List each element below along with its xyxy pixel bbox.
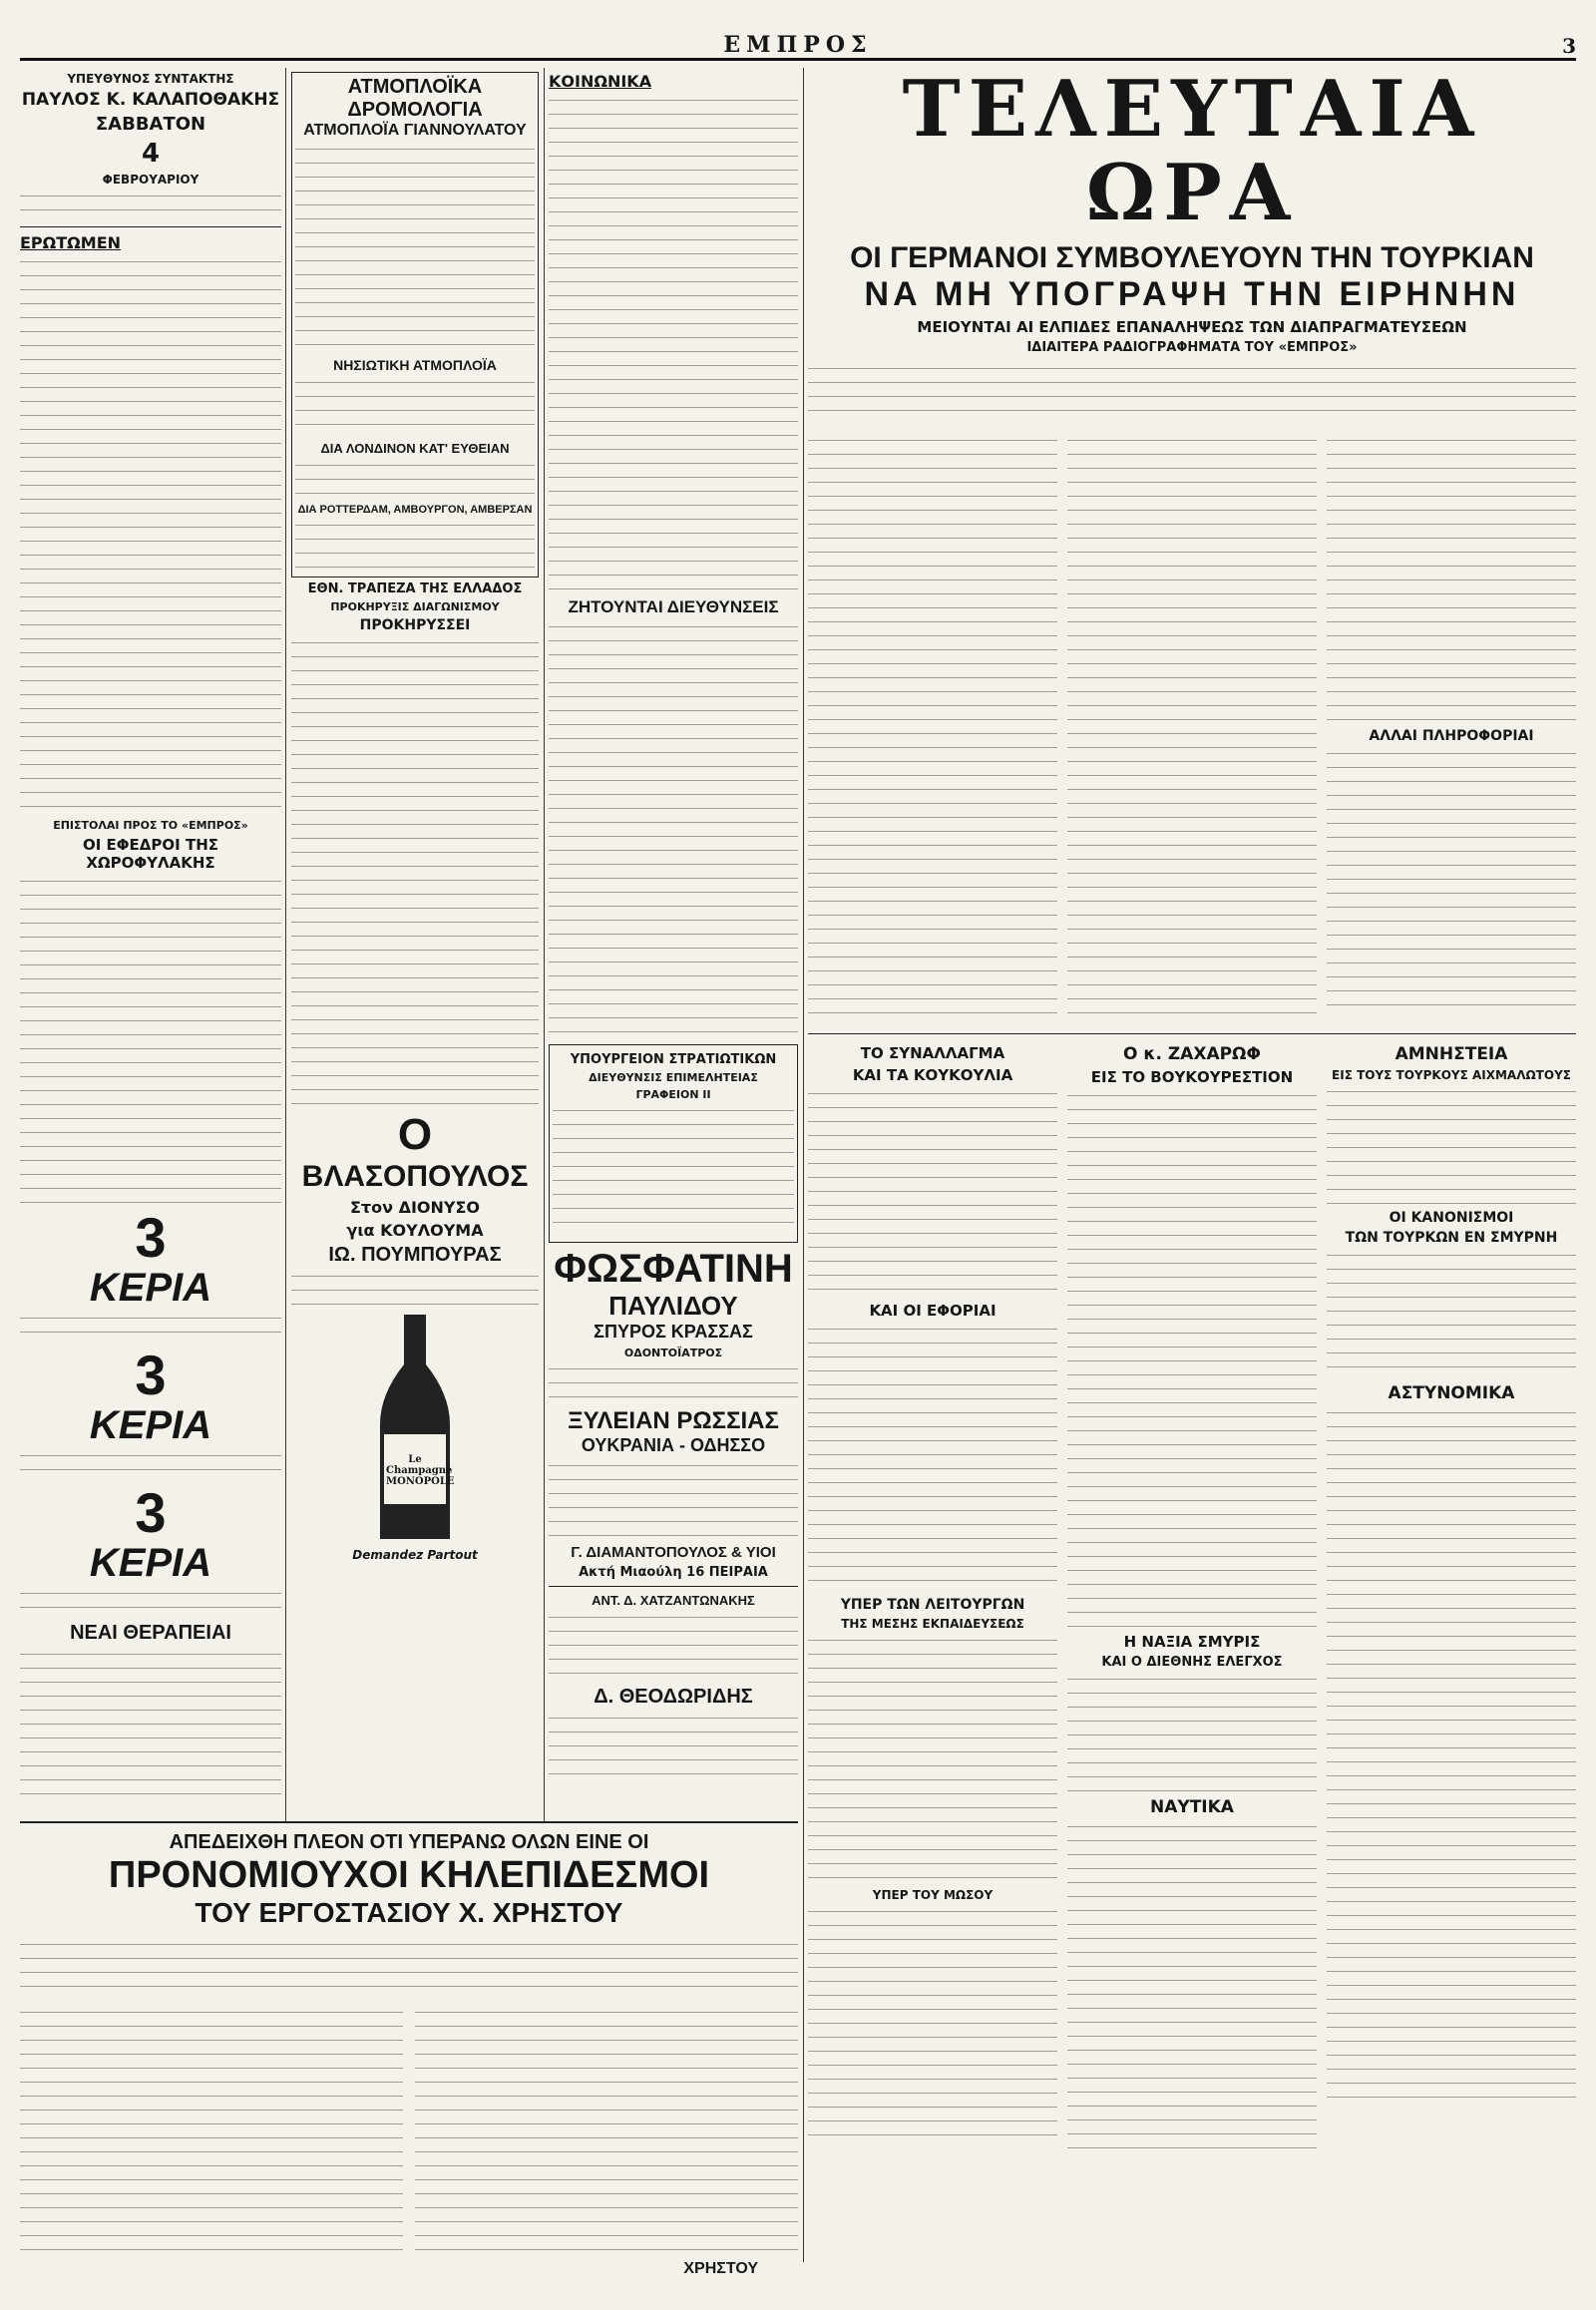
headline-last-hour: ΤΕΛΕΥΤΑΙΑ ΩΡΑ [902, 68, 1482, 238]
article-body [291, 637, 539, 1106]
article-body [20, 256, 281, 815]
editor-name: ΠΑΥΛΟΣ Κ. ΚΑΛΑΠΟΘΑΚΗΣ [21, 90, 280, 110]
newspaper-page [20, 20, 1576, 2277]
section-heading: ΖΗΤΟΥΝΤΑΙ ΔΙΕΥΘΥΝΣΕΙΣ [568, 597, 779, 616]
subheadline: ΙΔΙΑΙΤΕΡΑ ΡΑΔΙΟΓΡΑΦΗΜΑΤΑ ΤΟΥ «ΕΜΠΡΟΣ» [1026, 340, 1358, 355]
issue-month: ΦΕΒΡΟΥΑΡΙΟΥ [102, 173, 200, 187]
article-body [808, 435, 1057, 1023]
column-3: ΚΟΙΝΩΝΙΚΑ ΖΗΤΟΥΝΤΑΙ ΔΙΕΥΘΥΝΣΕΙΣ ΥΠΟΥΡΓΕΙΟΝ ΣΤΡΑΤΙΩΤΙΚΩΝ ΔΙΕΥΘΥΝΣΙΣ ΕΠΙΜΕΛΗΤΕΙΑΣ ΓΡΑΦΕΙΟΝ ΙΙ ΦΩΣΦΑΤΙΝΗ ΠΑΥΛΙΔΟΥ ΣΠΥΡΟΣ ΚΡΑΣΣΑΣ ΟΔΟΝΤΟΪΑΤΡΟΣ ΞΥΛΕΙΑΝ ΡΩΣΣΙΑΣ ΟΥΚΡΑΝΙΑ - ΟΔΗΣΣΟ Γ. ΔΙΑΜΑΝΤΟΠΟΥΛΟΣ & ΥΙΟΙ Ακτή Μιαούλη 16 ΠΕΙΡΑΙΑ ΑΝΤ. Δ. ΧΑΤΖΑΝΤΩΝΑΚΗΣ Δ. ΘΕΟΔΩΡΙΔΗΣ [549, 68, 798, 2262]
headline: ΝΑ ΜΗ ΥΠΟΓΡΑΨΗ ΤΗΝ ΕΙΡΗΝΗΝ [864, 275, 1520, 313]
article-body [20, 876, 281, 1205]
subheadline: ΜΕΙΟΥΝΤΑΙ ΑΙ ΕΛΠΙΔΕΣ ΕΠΑΝΑΛΗΨΕΩΣ ΤΩΝ ΔΙΑΠΡΑΓΜΑΤΕΥΣΕΩΝ [917, 318, 1467, 336]
bottle-label: Le Champagne MONOPOLE [386, 1454, 455, 1487]
issue-date: 4 [141, 139, 161, 169]
issue-day: ΣΑΒΒΑΤΟΝ [95, 114, 206, 135]
section-heading: ΕΠΙΣΤΟΛΑΙ ΠΡΟΣ ΤΟ «ΕΜΠΡΟΣ» [53, 819, 248, 832]
section-heading: ΕΡΩΤΩΜΕΝ [20, 233, 122, 252]
ad-keria: ΚΕΡΙΑ [89, 1403, 212, 1447]
article-title: ΟΙ ΕΦΕΔΡΟΙ ΤΗΣ ΧΩΡΟΦΥΛΑΚΗΣ [83, 836, 218, 872]
right-section: ΤΕΛΕΥΤΑΙΑ ΩΡΑ ΟΙ ΓΕΡΜΑΝΟΙ ΣΥΜΒΟΥΛΕΥΟΥΝ ΤΗΝ ΤΟΥΡΚΙΑΝ ΝΑ ΜΗ ΥΠΟΓΡΑΨΗ ΤΗΝ ΕΙΡΗΝΗΝ ΜΕΙΟΥΝΤΑΙ ΑΙ ΕΛΠΙΔΕΣ ΕΠΑΝΑΛΗΨΕΩΣ ΤΩΝ ΔΙΑΠΡΑΓΜΑΤΕΥΣΕΩΝ ΙΔΙΑΙΤΕΡΑ ΡΑΔΙΟΓΡΑΦΗΜΑΤΑ ΤΟΥ «ΕΜΠΡΟΣ» ΑΛΛΑΙ ΠΛΗΡΟΦΟΡΙΑΙ ΤΟ ΣΥΝΑΛΛΑΓΜΑ ΚΑΙ ΤΑ ΚΟΥΚΟΥΛΙΑ ΚΑΙ ΟΙ ΕΦΟΡΙΑΙ ΥΠΕΡ ΤΩΝ ΛΕΙΤΟΥΡΓΩΝ ΤΗΣ ΜΕΣΗΣ ΕΚΠΑΙΔΕΥΣΕΩΣ ΥΠΕΡ ΤΟΥ ΜΩΣΟΥ Ο κ. ΖΑΧΑΡΩΦ ΕΙΣ ΤΟ ΒΟΥΚΟΥΡΕΣΤΙΟΝ Η ΝΑΞΙΑ ΣΜΥΡΙΣ ΚΑΙ Ο ΔΙΕΘΝΗΣ ΕΛΕΓΧΟΣ ΝΑΥΤΙΚΑ ΑΜΝΗΣΤΕΙΑ ΕΙΣ ΤΟΥΣ ΤΟΥΡΚΟΥΣ ΑΙΧΜΑΛΩΤΟΥΣ ΟΙ ΚΑΝΟΝΙΣΜΟΙ ΤΩΝ ΤΟΥΡΚΩΝ ΕΝ ΣΜΥΡΝΗ ΑΣΤΥΝΟΜΙΚΑ [808, 68, 1576, 2262]
article-body [1067, 435, 1317, 1023]
section-heading: ΚΟΙΝΩΝΙΚΑ [549, 72, 652, 91]
masthead [20, 20, 1576, 61]
section-heading: ΑΤΜΟΠΛΟΪΑ ΓΙΑΝΝΟΥΛΑΤΟΥ [303, 122, 527, 139]
ad-keria: ΚΕΡΙΑ [89, 1541, 212, 1585]
champagne-bottle-illustration [360, 1315, 470, 1544]
page-number: 3 [1562, 34, 1576, 58]
article-body [549, 95, 798, 593]
ad-kilepidesmoi: ΑΠΕΔΕΙΧΘΗ ΠΛΕΟΝ ΟΤΙ ΥΠΕΡΑΝΩ ΟΛΩΝ ΕΙΝΕ ΟΙ ΠΡΟΝΟΜΙΟΥΧΟΙ ΚΗΛΕΠΙΔΕΣΜΟΙ ΤΟΥ ΕΡΓΟΣΤΑΣΙΟΥ Χ. ΧΡΗΣΤΟΥ ΧΡΗΣΤΟΥ [20, 1821, 798, 2262]
column-1: ΥΠΕΥΘΥΝΟΣ ΣΥΝΤΑΚΤΗΣ ΠΑΥΛΟΣ Κ. ΚΑΛΑΠΟΘΑΚΗΣ ΣΑΒΒΑΤΟΝ 4 ΦΕΒΡΟΥΑΡΙΟΥ ΕΡΩΤΩΜΕΝ ΕΠΙΣΤΟΛΑΙ ΠΡΟΣ ΤΟ «ΕΜΠΡΟΣ» ΟΙ ΕΦΕΔΡΟΙ ΤΗΣ ΧΩΡΟΦΥΛΑΚΗΣ 3 ΚΕΡΙΑ 3 ΚΕΡΙΑ 3 ΚΕΡΙΑ ΝΕΑΙ ΘΕΡΑΠΕΙΑΙ [20, 68, 281, 2262]
ad-phosphatine: ΦΩΣΦΑΤΙΝΗ [554, 1247, 793, 1291]
column-rule [803, 68, 804, 2262]
newspaper-name: ΕΜΠΡΟΣ [723, 32, 873, 58]
column-2: ΑΤΜΟΠΛΟΪΚΑ ΔΡΟΜΟΛΟΓΙΑ ΑΤΜΟΠΛΟΪΑ ΓΙΑΝΝΟΥΛΑΤΟΥ ΝΗΣΙΩΤΙΚΗ ΑΤΜΟΠΛΟΪΑ ΔΙΑ ΛΟΝΔΙΝΟΝ ΚΑΤ' ΕΥΘΕΙΑΝ ΔΙΑ ΡΟΤΤΕΡΔΑΜ, ΑΜΒΟΥΡΓΟΝ, ΑΜΒΕΡΣΑΝ ΕΘΝ. ΤΡΑΠΕΖΑ ΤΗΣ ΕΛΛΑΔΟΣ ΠΡΟΚΗΡΥΞΙΣ ΔΙΑΓΩΝΙΣΜΟΥ ΠΡΟΚΗΡΥΣΣΕΙ Ο ΒΛΑΣΟΠΟΥΛΟΣ Στον ΔΙΟΝΥΣΟ για ΚΟΥΛΟΥΜΑ ΙΩ. ΠΟΥΜΠΟΥΡΑΣ Le Champagne MONOPOLE Demandez Partout [291, 68, 539, 2262]
headline: ΟΙ ΓΕΡΜΑΝΟΙ ΣΥΜΒΟΥΛΕΥΟΥΝ ΤΗΝ ΤΟΥΡΚΙΑΝ [850, 241, 1534, 274]
ad-keria: ΚΕΡΙΑ [89, 1266, 212, 1310]
section-heading: ΑΤΜΟΠΛΟΪΚΑ ΔΡΟΜΟΛΟΓΙΑ [347, 76, 483, 121]
ad-vlasopoulos: ΒΛΑΣΟΠΟΥΛΟΣ [301, 1160, 529, 1193]
editor-label: ΥΠΕΥΘΥΝΟΣ ΣΥΝΤΑΚΤΗΣ [67, 72, 234, 86]
article-body [20, 1649, 281, 1798]
article-body [549, 621, 798, 1040]
article-title: ΝΕΑΙ ΘΕΡΑΠΕΙΑΙ [70, 1622, 231, 1644]
